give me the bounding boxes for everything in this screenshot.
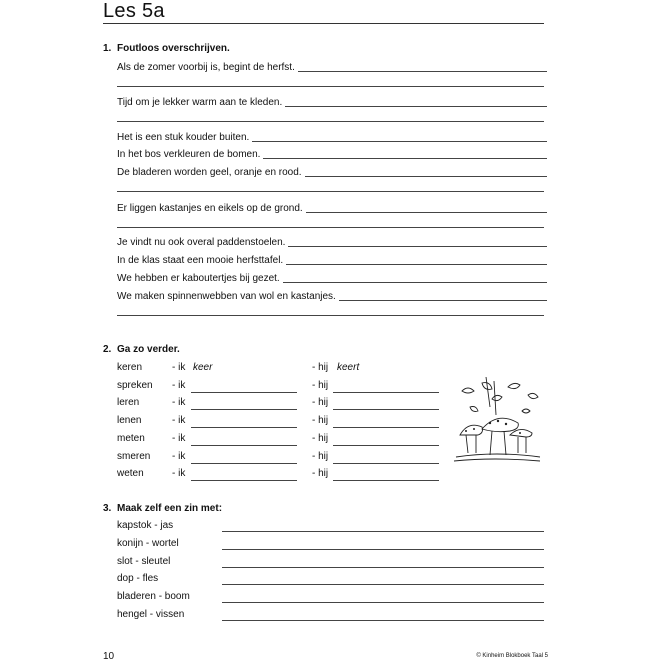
section-3-title: Maak zelf een zin met: — [117, 503, 223, 514]
page-title: Les 5a — [103, 0, 165, 22]
copy-line-4 — [117, 149, 547, 163]
verb: leren — [117, 397, 140, 408]
ik-label: - ik — [172, 468, 186, 479]
word-pair: hengel - vissen — [117, 609, 185, 620]
verb: keren — [117, 362, 143, 373]
section-1-title: Foutloos overschrijven. — [117, 43, 230, 54]
sentence: Je vindt nu ook overal paddenstoelen. — [117, 237, 288, 248]
verb: spreken — [117, 380, 153, 391]
copyright: © Kinheim Blokboek Taal 5 — [476, 653, 548, 659]
ik-label: - ik — [172, 362, 186, 373]
ik-label: - ik — [172, 433, 186, 444]
hij-answer: keert — [337, 362, 360, 373]
ik-write-line[interactable] — [191, 427, 297, 428]
ik-write-line[interactable] — [191, 409, 297, 410]
copy-line-7 — [117, 237, 547, 251]
ik-label: - ik — [172, 397, 186, 408]
copy-line-8 — [117, 255, 547, 269]
ik-answer: keer — [193, 362, 213, 373]
hij-label: - hij — [312, 362, 329, 373]
sentence: In het bos verkleuren de bomen. — [117, 149, 263, 160]
section-1-number: 1. — [103, 43, 112, 54]
sentence: Als de zomer voorbij is, begint de herfst. — [117, 62, 298, 73]
hij-write-line[interactable] — [333, 409, 439, 410]
word-pair: bladeren - boom — [117, 591, 190, 602]
copy-line-9 — [117, 273, 547, 287]
ik-label: - ik — [172, 415, 186, 426]
sentence-write-line[interactable] — [222, 584, 544, 585]
hij-write-line[interactable] — [333, 463, 439, 464]
hij-label: - hij — [312, 380, 329, 391]
ik-write-line[interactable] — [191, 480, 297, 481]
copy-line-10 — [117, 291, 547, 305]
page-number: 10 — [103, 651, 115, 662]
ik-write-line[interactable] — [191, 463, 297, 464]
copy-line-5 — [117, 167, 547, 181]
ik-write-line[interactable] — [191, 392, 297, 393]
hij-write-line[interactable] — [333, 480, 439, 481]
word-pair: konijn - wortel — [117, 538, 179, 549]
word-pair: kapstok - jas — [117, 520, 174, 531]
copy-line-1 — [117, 62, 547, 76]
sentence: In de klas staat een mooie herfsttafel. — [117, 255, 286, 266]
sentence-write-line[interactable] — [222, 602, 544, 603]
sentence: We maken spinnenwebben van wol en kastanjes. — [117, 291, 339, 302]
copy-line-2 — [117, 97, 547, 111]
sentence-write-line[interactable] — [222, 567, 544, 568]
ik-label: - ik — [172, 380, 186, 391]
copy-line-6 — [117, 203, 547, 217]
hij-write-line[interactable] — [333, 445, 439, 446]
hij-write-line[interactable] — [333, 392, 439, 393]
write-line[interactable] — [117, 121, 544, 122]
hij-label: - hij — [312, 415, 329, 426]
section-3-heading — [103, 503, 222, 514]
verb: lenen — [117, 415, 142, 426]
sentence: De bladeren worden geel, oranje en rood. — [117, 167, 305, 178]
word-pair: dop - fles — [117, 573, 159, 584]
verb: weten — [117, 468, 144, 479]
write-line[interactable] — [117, 227, 544, 228]
ik-write-line[interactable] — [191, 445, 297, 446]
sentence: We hebben er kaboutertjes bij gezet. — [117, 273, 283, 284]
sentence: Tijd om je lekker warm aan te kleden. — [117, 97, 285, 108]
write-line[interactable] — [117, 191, 544, 192]
verb: meten — [117, 433, 145, 444]
section-3-number: 3. — [103, 503, 112, 514]
verb: smeren — [117, 451, 151, 462]
hij-write-line[interactable] — [333, 427, 439, 428]
section-1-heading — [103, 43, 230, 54]
sentence-write-line[interactable] — [222, 549, 544, 550]
section-2-heading — [103, 344, 180, 355]
write-line[interactable] — [117, 315, 544, 316]
hij-label: - hij — [312, 468, 329, 479]
write-line[interactable] — [117, 86, 544, 87]
hij-label: - hij — [312, 397, 329, 408]
section-2-title: Ga zo verder. — [117, 344, 180, 355]
hij-label: - hij — [312, 451, 329, 462]
word-pair: slot - sleutel — [117, 556, 171, 567]
sentence-write-line[interactable] — [222, 531, 544, 532]
hij-label: - hij — [312, 433, 329, 444]
title-rule — [103, 23, 544, 24]
copy-line-3 — [117, 132, 547, 146]
mushroom-illustration — [452, 377, 544, 465]
sentence: Het is een stuk kouder buiten. — [117, 132, 252, 143]
ik-label: - ik — [172, 451, 186, 462]
sentence: Er liggen kastanjes en eikels op de grond. — [117, 203, 306, 214]
section-2-number: 2. — [103, 344, 112, 355]
sentence-write-line[interactable] — [222, 620, 544, 621]
